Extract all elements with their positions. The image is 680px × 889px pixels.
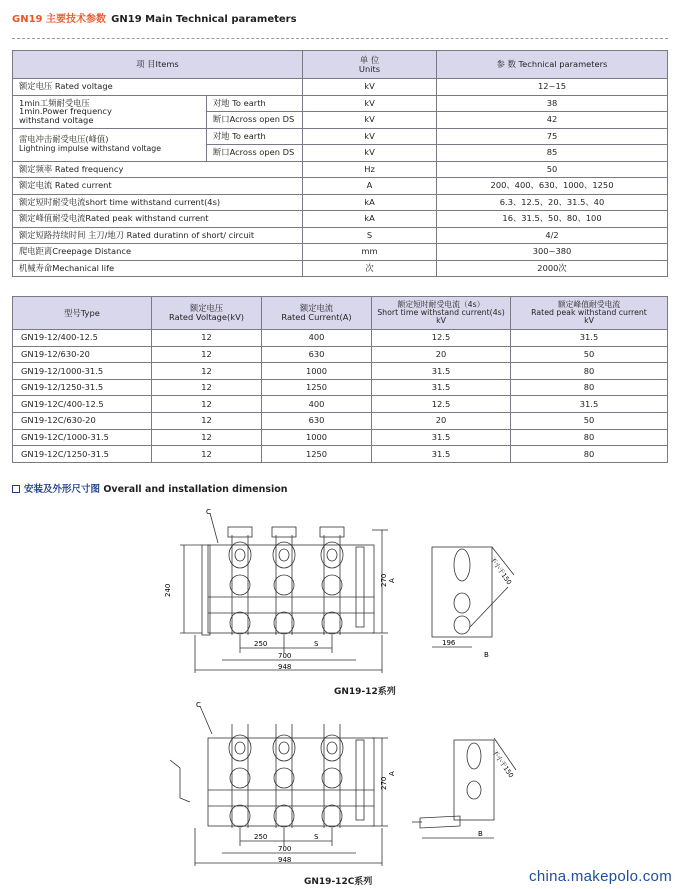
dim-clearance-label: 不小于150 [490,748,516,780]
header-voltage-en: Rated Voltage(kV) [168,312,244,322]
table-row [13,363,668,380]
dim-b-label: B [478,830,483,838]
table-row [13,161,668,178]
peak-cell: 31.5 [511,396,668,413]
model-type-cell: GN19-12/630-20 [13,346,152,363]
page-title-en: GN19 Main Technical parameters [111,14,297,25]
table-row [13,346,668,363]
row-value: 12~15 [437,79,668,96]
row-item-en: withstand voltage [19,114,94,125]
dim-196-label: 196 [442,639,456,647]
header-type: 型号Type [13,297,152,330]
current-cell: 630 [262,412,372,429]
dim-700-label: 700 [278,652,292,660]
model-ratings-table [12,296,668,463]
current-cell: 1250 [262,446,372,463]
dim-270-label: 270 [380,573,388,587]
table-row [13,178,668,195]
row-unit: kA [303,194,437,211]
header-items: 项 目Items [13,51,303,79]
row-unit: kA [303,211,437,228]
voltage-cell: 12 [152,396,262,413]
header-parameters: 参 数 Technical parameters [437,51,668,79]
header-current-en: Rated Current(A) [281,312,352,322]
section-title-cn: 安装及外形尺寸图 [24,484,101,495]
checkbox-square-icon [12,485,20,493]
row-unit: kV [303,95,437,112]
table-row [13,79,668,96]
current-cell: 1000 [262,363,372,380]
header-voltage-cn: 额定电压 [189,303,224,314]
short-time-cell: 31.5 [372,379,511,396]
dim-b-label: B [484,651,489,659]
table-row [13,429,668,446]
row-unit: kV [303,79,437,96]
technical-parameters-table [12,50,668,277]
row-value: 16、31.5、50、80、100 [437,211,668,228]
peak-cell: 50 [511,346,668,363]
row-unit: kV [303,128,437,145]
page-title [12,10,297,25]
table-row [13,227,668,244]
row-value: 2000次 [437,260,668,277]
header-short-cn: 额定短时耐受电流（4s） [397,299,485,309]
dim-c-label: C [196,701,201,709]
dim-240-label: 240 [164,583,172,597]
row-unit: mm [303,244,437,261]
section-title-en: Overall and installation dimension [103,484,288,495]
header-divider [12,38,668,39]
model-type-cell: GN19-12C/1000-31.5 [13,429,152,446]
row-unit: Hz [303,161,437,178]
page-title-cn: GN19 主要技术参数 [12,14,106,25]
row-item: 爬电距离Creepage Distance [13,244,303,261]
current-cell: 1250 [262,379,372,396]
table-row [13,412,668,429]
gn19-12c-front-drawing [160,698,520,873]
short-time-cell: 31.5 [372,429,511,446]
dim-250-label: 250 [254,640,268,648]
row-item: 额定频率 Rated frequency [13,161,303,178]
short-time-cell: 31.5 [372,363,511,380]
header-peak-en: Rated peak withstand current [531,307,647,317]
dim-a-label: A [388,771,396,776]
row-item-cn: 雷电冲击耐受电压(峰值) [19,134,109,145]
row-value: 200、400、630、1000、1250 [437,178,668,195]
current-cell: 630 [262,346,372,363]
model-type-cell: GN19-12/1000-31.5 [13,363,152,380]
table-row [13,211,668,228]
row-item-cn: 1min工频耐受电压 [19,98,90,109]
header-peak [511,297,668,330]
row-unit: kV [303,145,437,162]
table-row [13,379,668,396]
model-rows [13,330,668,463]
row-item [13,128,207,161]
row-value: 75 [437,128,668,145]
table-row [13,95,668,112]
row-value: 50 [437,161,668,178]
drawing1-caption: GN19-12系列 [334,687,396,697]
row-value: 85 [437,145,668,162]
row-unit: A [303,178,437,195]
drawing2-caption: GN19-12C系列 [304,877,373,887]
header-voltage [152,297,262,330]
current-cell: 1000 [262,429,372,446]
short-time-cell: 20 [372,346,511,363]
row-item: 额定峰值耐受电流Rated peak withstand current [13,211,303,228]
row-item: 机械寿命Mechanical life [13,260,303,277]
header-peak-unit: kV [584,316,594,326]
header-current [262,297,372,330]
row-subitem: 断口Across open DS [207,112,303,129]
voltage-cell: 12 [152,412,262,429]
table-row [13,446,668,463]
peak-cell: 80 [511,446,668,463]
watermark: china.makepolo.com [529,868,672,885]
header-units-cn: 单 位 [359,54,380,65]
short-time-cell: 20 [372,412,511,429]
table-header-row [13,297,668,330]
dim-s-label: S [314,640,319,648]
row-value: 6.3、12.5、20、31.5、40 [437,194,668,211]
row-subitem: 对地 To earth [207,128,303,145]
peak-cell: 80 [511,429,668,446]
voltage-cell: 12 [152,330,262,347]
header-units [303,51,437,79]
row-subitem: 断口Across open DS [207,145,303,162]
table-row [13,396,668,413]
peak-cell: 31.5 [511,330,668,347]
header-short-time [372,297,511,330]
table-row [13,330,668,347]
voltage-cell: 12 [152,363,262,380]
row-value: 38 [437,95,668,112]
row-unit: kV [303,112,437,129]
peak-cell: 50 [511,412,668,429]
gn19-12-front-drawing [160,505,520,680]
table-row [13,260,668,277]
row-item [13,95,207,128]
short-time-cell: 12.5 [372,330,511,347]
peak-cell: 80 [511,379,668,396]
row-value: 4/2 [437,227,668,244]
dim-270-label: 270 [380,776,388,790]
short-time-cell: 12.5 [372,396,511,413]
dim-948-label: 948 [278,663,292,671]
dim-250-label: 250 [254,833,268,841]
model-type-cell: GN19-12C/630-20 [13,412,152,429]
model-type-cell: GN19-12/1250-31.5 [13,379,152,396]
row-unit: S [303,227,437,244]
header-short-unit: kV [436,316,446,326]
row-item: 额定短路持续时间 主刀/地刀 Rated duratinn of short/ circuit [13,227,303,244]
dim-700-label: 700 [278,845,292,853]
row-subitem: 对地 To earth [207,95,303,112]
table-row [13,194,668,211]
row-item-en: Lightning impulse withstand voltage [19,143,162,153]
dim-s-label: S [314,833,319,841]
model-type-cell: GN19-12C/1250-31.5 [13,446,152,463]
table-row [13,244,668,261]
row-value: 42 [437,112,668,129]
row-item: 额定短时耐受电流short time withstand current(4s) [13,194,303,211]
header-peak-cn: 额定峰值耐受电流 [557,299,621,309]
header-current-cn: 额定电流 [299,303,334,314]
table-row [13,128,668,145]
voltage-cell: 12 [152,346,262,363]
table-header-row [13,51,668,79]
header-units-en: Units [358,63,381,74]
row-item-en: 1min.Power frequency [19,106,112,117]
model-type-cell: GN19-12/400-12.5 [13,330,152,347]
voltage-cell: 12 [152,379,262,396]
dim-c-label: C [206,508,211,516]
current-cell: 400 [262,396,372,413]
dim-948-label: 948 [278,856,292,864]
peak-cell: 80 [511,363,668,380]
section-title [12,481,288,495]
header-short-en: Short time withstand current(4s) [377,307,505,317]
dim-a-label: A [388,578,396,583]
voltage-cell: 12 [152,446,262,463]
row-item: 额定电压 Rated voltage [13,79,303,96]
current-cell: 400 [262,330,372,347]
voltage-cell: 12 [152,429,262,446]
row-item: 额定电流 Rated current [13,178,303,195]
model-type-cell: GN19-12C/400-12.5 [13,396,152,413]
row-unit: 次 [303,260,437,277]
row-value: 300~380 [437,244,668,261]
short-time-cell: 31.5 [372,446,511,463]
dim-clearance-label: 不小于150 [488,555,514,587]
